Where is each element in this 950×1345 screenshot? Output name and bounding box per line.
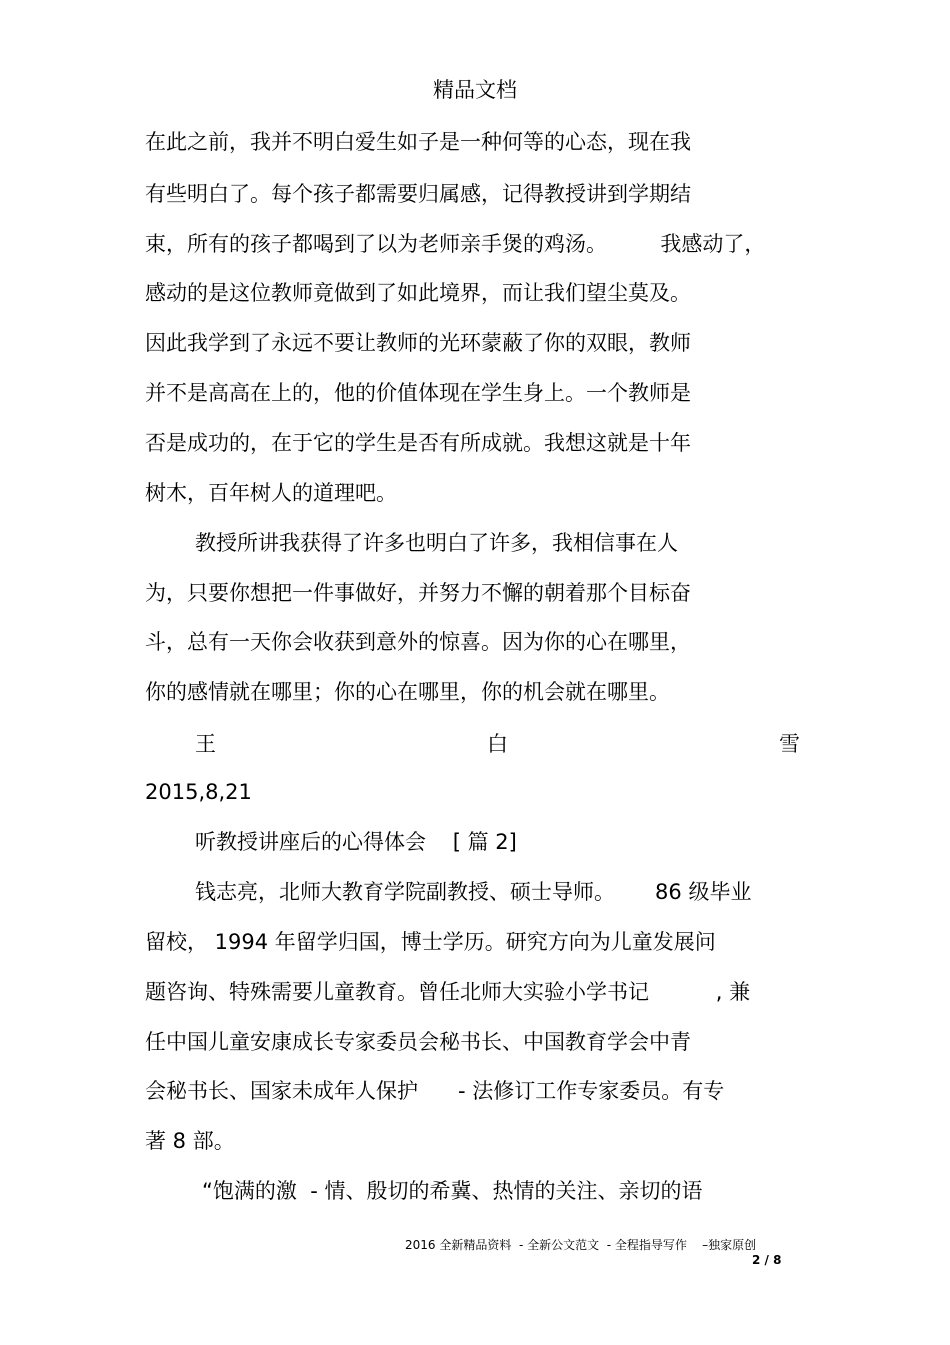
signature-char: 王 [195,732,216,756]
text-line: 有些明白了。每个孩子都需要归属感，记得教授讲到学期结 [145,182,691,206]
page-header: 精品文档 [433,78,517,102]
text-line: 为，只要你想把一件事做好，并努力不懈的朝着那个目标奋 [145,581,691,605]
text-line: 感动的是这位教师竟做到了如此境界，而让我们望尘莫及。 [145,281,691,305]
text-line: 并不是高高在上的，他的价值体现在学生身上。一个教师是 [145,381,691,405]
page-number: 2 / 8 [752,1253,782,1267]
text-line: 束，所有的孩子都喝到了以为老师亲手煲的鸡汤。 我感动了， [145,232,766,256]
text-line: 因此我学到了永远不要让教师的光环蒙蔽了你的双眼，教师 [145,331,691,355]
text-line: 钱志亮，北师大教育学院副教授、硕士导师。 86 级毕业 [195,880,752,904]
text-line: 任中国儿童安康成长专家委员会秘书长、中国教育学会中青 [145,1030,691,1054]
text-line: 留校， 1994 年留学归国，博士学历。研究方向为儿童发展问 [145,930,716,954]
text-line: 斗，总有一天你会收获到意外的惊喜。因为你的心在哪里， [145,630,691,654]
text-line: 你的感情就在哪里；你的心在哪里，你的机会就在哪里。 [145,680,670,704]
text-line: 会秘书长、国家未成年人保护 - 法修订工作专家委员。有专 [145,1079,725,1103]
text-line: 题咨询、特殊需要儿童教育。曾任北师大实验小学书记 , 兼 [145,980,751,1004]
text-line: 在此之前，我并不明白爱生如子是一种何等的心态，现在我 [145,130,691,154]
signature [195,728,800,758]
text-line: 教授所讲我获得了许多也明白了许多，我相信事在人 [195,531,678,555]
text-line: 著 8 部。 [145,1129,235,1153]
section-title: 听教授讲座后的心得体会 [ 篇 2] [195,830,517,854]
text-line: 树木，百年树人的道理吧。 [145,481,397,505]
signature-char: 白 [487,732,508,756]
text-line: “饱满的激 - 情、殷切的希冀、热情的关注、亲切的语 [202,1179,703,1203]
text-line: 否是成功的，在于它的学生是否有所成就。我想这就是十年 [145,431,691,455]
signature-char: 雪 [779,732,800,756]
date: 2015,8,21 [145,780,252,804]
page-footer: 2016 全新精品资料 - 全新公文范文 - 全程指导写作 –独家原创 [405,1238,757,1252]
